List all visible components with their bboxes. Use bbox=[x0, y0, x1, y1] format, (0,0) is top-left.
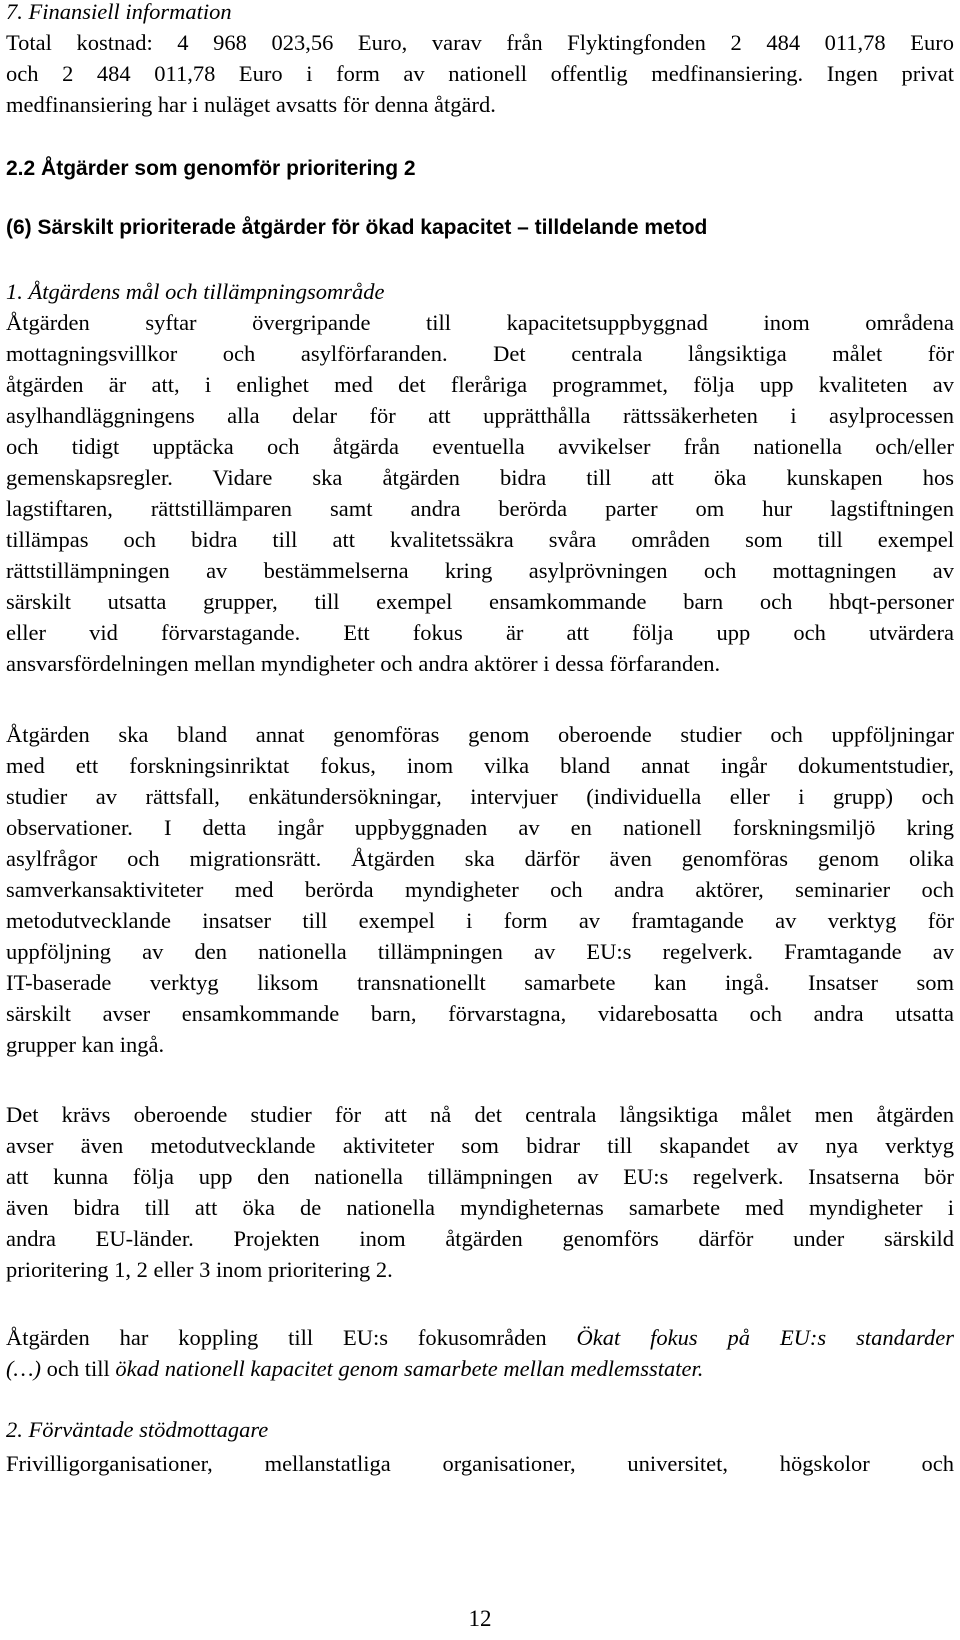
paragraph-1 bbox=[6, 307, 954, 679]
paragraph-2-line: metodutvecklande insatser till exempel i form av framtagande av verktyg för bbox=[6, 908, 954, 933]
paragraph-2-line: Åtgärden ska bland annat genomföras genom oberoende studier och uppföljningar bbox=[6, 722, 954, 747]
paragraph-4-line-1 bbox=[6, 1322, 954, 1353]
priority-heading bbox=[6, 153, 416, 184]
section-2-line: Frivilligorganisationer, mellanstatliga organisationer, universitet, högskolor och bbox=[6, 1451, 954, 1476]
paragraph-1-line: Åtgärden syftar övergripande till kapacitetsuppbyggnad inom områdena bbox=[6, 310, 954, 335]
paragraph-2-line: grupper kan ingå. bbox=[6, 1032, 165, 1057]
paragraph-2-line: uppföljning av den nationella tillämpningen av EU:s regelverk. Framtagande av bbox=[6, 939, 954, 964]
section-7-line-2: och 2 484 011,78 Euro i form av nationell offentlig medfinansiering. Ingen privat bbox=[6, 61, 954, 86]
paragraph-4-line-2 bbox=[6, 1353, 954, 1384]
paragraph-1-line: åtgärden är att, i enlighet med det fleråriga programmet, följa upp kvaliteten av bbox=[6, 372, 954, 397]
paragraph-3 bbox=[6, 1099, 954, 1285]
paragraph-1-line: asylhandläggningens alla delar för att upprätthålla rättssäkerheten i asylprocessen bbox=[6, 403, 954, 428]
section-1-heading: 1. Åtgärdens mål och tillämpningsområde bbox=[6, 279, 385, 304]
paragraph-2-line: särskilt avser ensamkommande barn, förvarstagna, vidarebosatta och andra utsatta bbox=[6, 1001, 954, 1026]
paragraph-4-text: Åtgärden har koppling till EU:s fokusområden bbox=[6, 1325, 577, 1350]
paragraph-3-line: även bidra till att öka de nationella myndigheternas samarbete med myndigheter i bbox=[6, 1195, 954, 1220]
paragraph-3-line: prioritering 1, 2 eller 3 inom prioritering 2. bbox=[6, 1257, 393, 1282]
paragraph-4-emphasis: ökad nationell kapacitet genom samarbete mellan medlemsstater. bbox=[115, 1356, 704, 1381]
paragraph-2-line: studier av rättsfall, enkätundersökningar, intervjuer (individuella eller i grupp) och bbox=[6, 784, 954, 809]
paragraph-1-line: särskilt utsatta grupper, till exempel ensamkommande barn och hbqt-personer bbox=[6, 589, 954, 614]
paragraph-2 bbox=[6, 719, 954, 1060]
paragraph-2-line: med ett forskningsinriktat fokus, inom vilka bland annat ingår dokumentstudier, bbox=[6, 753, 954, 778]
paragraph-1-line: och tidigt upptäcka och åtgärda eventuella avvikelser från nationella och/eller bbox=[6, 434, 954, 459]
paragraph-4 bbox=[6, 1322, 954, 1384]
paragraph-1-line: eller vid förvarstagande. Ett fokus är att följa upp och utvärdera bbox=[6, 620, 954, 645]
paragraph-3-line: andra EU-länder. Projekten inom åtgärden genomförs därför under särskild bbox=[6, 1226, 954, 1251]
section-7-line-3: medfinansiering har i nuläget avsatts för denna åtgärd. bbox=[6, 92, 496, 117]
paragraph-2-line: observationer. I detta ingår uppbyggnaden av en nationell forskningsmiljö kring bbox=[6, 815, 954, 840]
paragraph-3-line: att kunna följa upp den nationella tillämpningen av EU:s regelverk. Insatserna bör bbox=[6, 1164, 954, 1189]
paragraph-2-line: asylfrågor och migrationsrätt. Åtgärden ska därför även genomföras genom olika bbox=[6, 846, 954, 871]
paragraph-1-line: lagstiftaren, rättstillämparen samt andra berörda parter om hur lagstiftningen bbox=[6, 496, 954, 521]
measure-heading: (6) Särskilt prioriterade åtgärder för ökad kapacitet – tilldelande metod bbox=[6, 216, 708, 239]
paragraph-3-line: avser även metodutvecklande aktiviteter som bidrar till skapandet av nya verktyg bbox=[6, 1133, 954, 1158]
paragraph-2-line: samverkansaktiviteter med berörda myndigheter och andra aktörer, seminarier och bbox=[6, 877, 954, 902]
page-number: 12 bbox=[468, 1606, 492, 1631]
paragraph-3-line: Det krävs oberoende studier för att nå det centrala långsiktiga målet men åtgärden bbox=[6, 1102, 954, 1127]
paragraph-1-line: mottagningsvillkor och asylförfaranden. Det centrala långsiktiga målet för bbox=[6, 341, 954, 366]
paragraph-4-emphasis: (…) bbox=[6, 1356, 41, 1381]
paragraph-1-line: tillämpas och bidra till att kvalitetssäkra svåra områden som till exempel bbox=[6, 527, 954, 552]
section-7-heading: 7. Finansiell information bbox=[6, 0, 232, 24]
paragraph-4-text: och till bbox=[41, 1356, 116, 1381]
paragraph-1-line: gemenskapsregler. Vidare ska åtgärden bidra till att öka kunskapen hos bbox=[6, 465, 954, 490]
paragraph-1-line: ansvarsfördelningen mellan myndigheter och andra aktörer i dessa förfaranden. bbox=[6, 651, 721, 676]
paragraph-4-emphasis: Ökat fokus på EU:s standarder bbox=[576, 1325, 954, 1350]
paragraph-1-line: rättstillämpningen av bestämmelserna kring asylprövningen och mottagningen av bbox=[6, 558, 954, 583]
priority-heading-text: Åtgärder som genomför prioritering 2 bbox=[35, 157, 416, 180]
priority-heading-number: 2.2 bbox=[6, 157, 36, 180]
paragraph-2-line: IT-baserade verktyg liksom transnationellt samarbete kan ingå. Insatser som bbox=[6, 970, 954, 995]
section-2-heading: 2. Förväntade stödmottagare bbox=[6, 1417, 269, 1442]
section-7-line-1: Total kostnad: 4 968 023,56 Euro, varav från Flyktingfonden 2 484 011,78 Euro bbox=[6, 30, 954, 55]
